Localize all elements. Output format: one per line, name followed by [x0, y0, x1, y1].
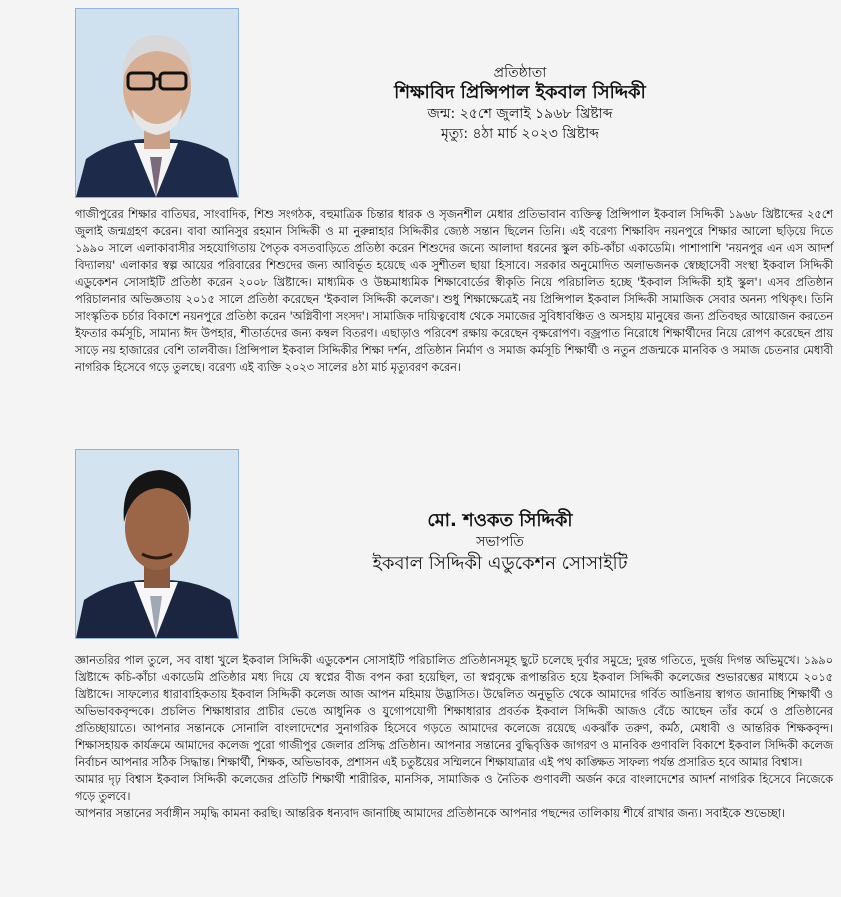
founder-photo: [75, 8, 239, 198]
chairman-heading: [330, 510, 670, 576]
chairman-photo: [75, 449, 239, 639]
founder-title: প্রতিষ্ঠাতা: [493, 65, 547, 81]
message-paragraph: আপনার সন্তানের সর্বাঙ্গীন সমৃদ্ধি কামনা করছি। আন্তরিক ধন্যবাদ জানাচ্ছি আমাদের প্রতিষ্ঠানকে আপনার পছন্দের তালিকায় শীর্ষে রাখার জন্য। সবাইকে শুভেচ্ছা।: [75, 807, 785, 820]
founder-heading: [360, 64, 680, 144]
chairman-name: মো. শওকত সিদ্দিকী: [427, 510, 573, 531]
founder-death: মৃত্যু: ৪ঠা মার্চ ২০২৩ খ্রিষ্টাব্দ: [441, 126, 599, 142]
founder-biography: গাজীপুরের শিক্ষার বাতিঘর, সাংবাদিক, শিশু সংগঠক, বহুমাত্রিক চিন্তার ধারক ও সৃজনশীল মেধার প্রতিভাবান ব্যক্তিত্ব প্রিন্সিপাল ইকবাল সিদ্দিকী ১৯৬৮ খ্রিষ্টাব্দের ২৫শে জুলাই জন্মগ্রহণ করেন। বাবা আনিসুর রহমান সিদ্দিকী ও মা নুরুন্নাহার সিদ্দিকীর জ্যেষ্ঠ সন্তান ছিলেন তিনি। এই বরেণ্য শিক্ষাবিদ নয়নপুরে শিক্ষার আলো ছড়িয়ে দিতে ১৯৯০ সালে এলাকাবাসীর সহযোগিতায় পৈতৃক বসতবাড়িতে প্রতিষ্ঠা করেন শিশুদের জন্যে আলাদা ধরনের স্কুল কচি-কাঁচা একাডেমি। পাশাপাশি 'নয়নপুর এন এস আদর্শ বিদ্যালয়' এলাকার স্বল্প আয়ের পরিবারের শিশুদের জন্য আবির্ভূত হয়েছে এক সুশীতল ছায়া হিসাবে। সরকার অনুমোদিত অলাভজনক স্বেচ্ছাসেবী সংস্থা ইকবাল সিদ্দিকী এডুকেশন সোসাইটি প্রতিষ্ঠা করেন ২০০৮ খ্রিষ্টাব্দে। মাধ্যমিক ও উচ্চমাধ্যমিক শিক্ষাবোর্ডের স্বীকৃতি নিয়ে পরিচালিত হচ্ছে 'ইকবাল সিদ্দিকী হাই স্কুল'। এসব প্রতিষ্ঠান পরিচালনার অভিজ্ঞতায় ২০১৫ সালে প্রতিষ্ঠা করেছেন 'ইকবাল সিদ্দিকী কলেজ'। শুধু শিক্ষাক্ষেত্রেই নয় প্রিন্সিপাল ইকবাল সিদ্দিকী সামাজিক সেবার অনন্য পথিকৃৎ। তিনি সাংস্কৃতিক চর্চার বিকাশে নয়নপুরে প্রতিষ্ঠা করেন 'অগ্নিবীণা সংসদ'। সামাজিক দায়িত্ববোধ থেকে সমাজের সুবিধাবঞ্চিত ও অসহায় মানুষের জন্য প্রতিবছর আয়োজন করতেন ইফতার কর্মসূচি, সামান্য ঈদ উপহার, শীতার্তদের জন্য কম্বল বিতরণ। এছাড়াও পরিবেশ রক্ষায় করেছেন বৃক্ষরোপণ। বজ্রপাত নিরোধে শিক্ষার্থীদের নিয়ে রোপণ করেছেন প্রায় সাড়ে নয় হাজারের বেশি তালবীজ। প্রিন্সিপাল ইকবাল সিদ্দিকীর শিক্ষা দর্শন, প্রতিষ্ঠান নির্মাণ ও সমাজ কর্মসূচি শিক্ষার্থী ও নতুন প্রজন্মকে মানবিক ও সমাজ চেতনার মেধাবী নাগরিক হিসেবে গড়ে তুলছে। বরেণ্য এই ব্যক্তি ২০২৩ সালের ৪ঠা মার্চ মৃত্যুবরণ করেন।: [75, 208, 833, 374]
founder-name: শিক্ষাবিদ প্রিন্সিপাল ইকবাল সিদ্দিকী: [394, 82, 646, 103]
message-paragraph: আমার দৃঢ় বিশ্বাস ইকবাল সিদ্দিকী কলেজের প্রতিটি শিক্ষার্থী শারীরিক, মানসিক, সামাজিক ও নৈতিক গুণাবলী অর্জন করে বাংলাদেশের আদর্শ নাগরিক হিসেবে নিজেকে গড়ে তুলবে।: [75, 773, 833, 803]
chairman-title: সভাপতি: [476, 534, 524, 550]
chairman-organization: ইকবাল সিদ্দিকী এডুকেশন সোসাইটি: [372, 553, 628, 574]
founder-birth: জন্ম: ২৫শে জুলাই ১৯৬৮ খ্রিষ্টাব্দ: [427, 106, 613, 122]
chairman-message: [75, 652, 833, 822]
message-paragraph: জ্ঞানতরির পাল তুলে, সব বাধা খুলে ইকবাল সিদ্দিকী এডুকেশন সোসাইটি পরিচালিত প্রতিষ্ঠানসমূহ ছুটে চলেছে দুর্বার সমুদ্রে; দুরন্ত গতিতে, দুর্জয় দিগন্ত অভিমুখে। ১৯৯০ খ্রিষ্টাব্দে কচি-কাঁচা একাডেমি প্রতিষ্ঠার মধ্য দিয়ে যে স্বপ্নের বীজ বপন করা হয়েছিল, তা স্বপ্নবৃক্ষে রূপান্তরিত হয়ে ইকবাল সিদ্দিকী কলেজের শুভারম্ভের মাধ্যমে ২০১৫ খ্রিষ্টাব্দে। সাফল্যের ধারাবাহিকতায় ইকবাল সিদ্দিকী কলেজ আজ আপন মহিমায় উদ্ভাসিত। উদ্বেলিত অনুভূতি থেকে আমাদের গর্বিত আঙিনায় স্বাগত জানাচ্ছি শিক্ষার্থী ও অভিভাবকবৃন্দকে। প্রচলিত শিক্ষাধারার প্রাচীর ভেঙে আধুনিক ও যুগোপযোগী শিক্ষাধারার প্রবর্তক ইকবাল সিদ্দিকী আজও বেঁচে আছেন তাঁর কর্মে ও প্রতিষ্ঠানের প্রতিচ্ছায়াতে। আপনার সন্তানকে সোনালি বাংলাদেশের সুনাগরিক হিসেবে গড়তে আমাদের কলেজে রয়েছে একঝাঁক তরুণ, কর্মঠ, মেধাবী ও আন্তরিক শিক্ষকবৃন্দ। শিক্ষাসহায়ক কার্যক্রমে আমাদের কলেজ পুরো গাজীপুর জেলার প্রসিদ্ধ প্রতিষ্ঠান। আপনার সন্তানের বুদ্ধিবৃত্তিক জাগরণ ও মানবিক গুণাবলি বিকাশে ইকবাল সিদ্দিকী কলেজ নির্বাচন আপনার সঠিক সিদ্ধান্ত। শিক্ষার্থী, শিক্ষক, অভিভাবক, প্রশাসন এই চতুষ্টয়ের সম্মিলনে শিক্ষাযাত্রার এই পথ কাঙ্ক্ষিত সাফল্য পর্যন্ত প্রসারিত হবে আমার বিশ্বাস।: [75, 654, 833, 769]
